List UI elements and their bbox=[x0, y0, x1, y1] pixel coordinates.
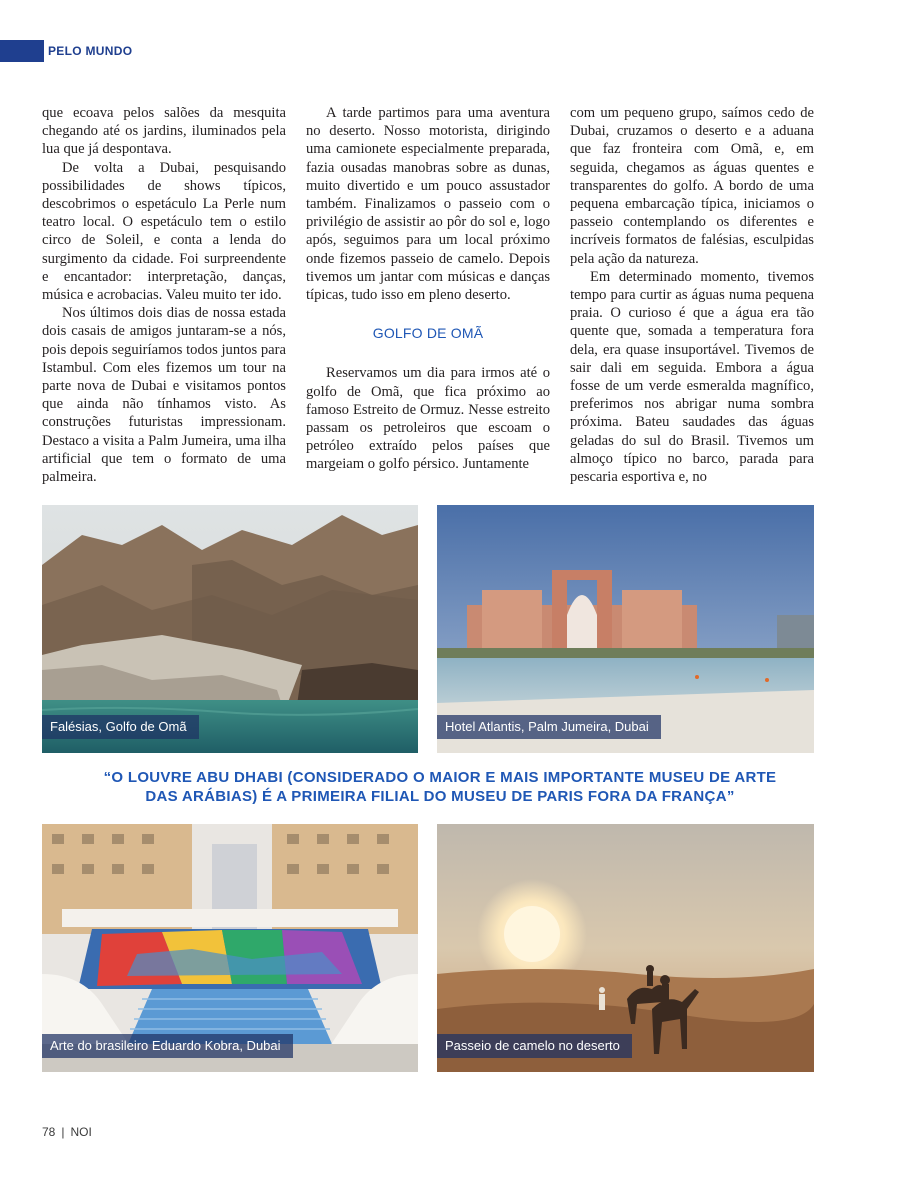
photo-caption: Arte do brasileiro Eduardo Kobra, Dubai bbox=[42, 1034, 293, 1058]
text-column-1 bbox=[42, 104, 286, 486]
photo-camel-ride bbox=[437, 824, 814, 1072]
paragraph: com um pequeno grupo, saímos cedo de Dubai, cruzamos o deserto e a aduana que faz fronteira com Omã, e, em seguida, chegamos as águas quentes e transparentes do golfo. A bordo de uma pequena embarcação típica, iniciamos o passeio contemplando os diferentes e incríveis formatos de falésias, esculpidas pela ação da natureza. bbox=[570, 105, 814, 267]
publication-name: NOI bbox=[70, 1125, 92, 1139]
paragraph: que ecoava pelos salões da mesquita chegando até os jardins, iluminados pela lua que já despontava. bbox=[42, 105, 286, 158]
paragraph: Reservamos um dia para irmos até o golfo de Omã, que fica próximo ao famoso Estreito de Ormuz. Nesse estreito passam os petroleiros que escoam o petróleo extraído pelos países que margeiam o golfo pérsico. Juntamente bbox=[306, 365, 550, 473]
paragraph: Em determinado momento, tivemos tempo para curtir as águas numa pequena praia. O curioso é que a água era tão quente que, somada a temperatura fora dela, era quase insuportável. Tivemos de sair dali em seguida. Embora a água fosse de um verde esmeralda magnífico, preferimos nos abrigar numa sombra próxima. Bateu saudades das águas geladas do sul do Brasil. Tivemos um almoço típico no barco, parada para pescaria esportiva e, no bbox=[570, 268, 814, 486]
text-column-3 bbox=[570, 104, 814, 486]
photo-cliffs bbox=[42, 505, 418, 753]
section-color-bar bbox=[0, 40, 44, 62]
text-column-2 bbox=[306, 104, 550, 474]
photo-caption: Falésias, Golfo de Omã bbox=[42, 715, 199, 739]
photo-caption: Hotel Atlantis, Palm Jumeira, Dubai bbox=[437, 715, 661, 739]
section-heading: GOLFO DE OMÃ bbox=[372, 325, 484, 342]
section-label: PELO MUNDO bbox=[48, 44, 133, 58]
paragraph: De volta a Dubai, pesquisando possibilidades de shows típicos, descobrimos o espetáculo La Perle num teatro local. O espetáculo tem o estilo circo de Soleil, e conta a lenda do surgimento da cidade. Foi surpreendente e encantador: interpretação, danças, música e acrobacias. Valeu muito ter ido. bbox=[42, 159, 286, 304]
photo-kobra-art bbox=[42, 824, 418, 1072]
page-number: 78 bbox=[42, 1125, 56, 1139]
paragraph: A tarde partimos para uma aventura no deserto. Nosso motorista, dirigindo uma camionete especialmente preparada, fazia ousadas manobras sobre as dunas, muito divertido e um pouco assustador também. Finalizamos o passeio com o privilégio de assistir ao pôr do sol e, logo após, seguimos para um local próximo onde fizemos passeio de camelo. Depois tivemos um jantar com músicas e danças típicas, tudo isso em pleno deserto. bbox=[306, 105, 550, 304]
photo-hotel-atlantis bbox=[437, 505, 814, 753]
page-footer bbox=[42, 1125, 92, 1139]
paragraph: Nos últimos dois dias de nossa estada dois casais de amigos juntaram-se a nós, pois depois seguiríamos todos juntos para Istambul. Com eles fizemos um tour na parte nova de Dubai e visitamos pontos que ainda não tínhamos visto. As construções futuristas impressionam. Destaco a visita a Palm Jumeira, uma ilha artificial que tem o formato de uma palmeira. bbox=[42, 305, 286, 486]
footer-separator: | bbox=[61, 1125, 65, 1139]
photo-caption: Passeio de camelo no deserto bbox=[437, 1034, 632, 1058]
pull-quote-line-2: DAS ARÁBIAS) É A PRIMEIRA FILIAL DO MUSEU DE PARIS FORA DA FRANÇA” bbox=[145, 788, 735, 805]
pull-quote-line-1: “O LOUVRE ABU DHABI (CONSIDERADO O MAIOR E MAIS IMPORTANTE MUSEU DE ARTE bbox=[103, 769, 777, 786]
pull-quote bbox=[60, 768, 820, 806]
